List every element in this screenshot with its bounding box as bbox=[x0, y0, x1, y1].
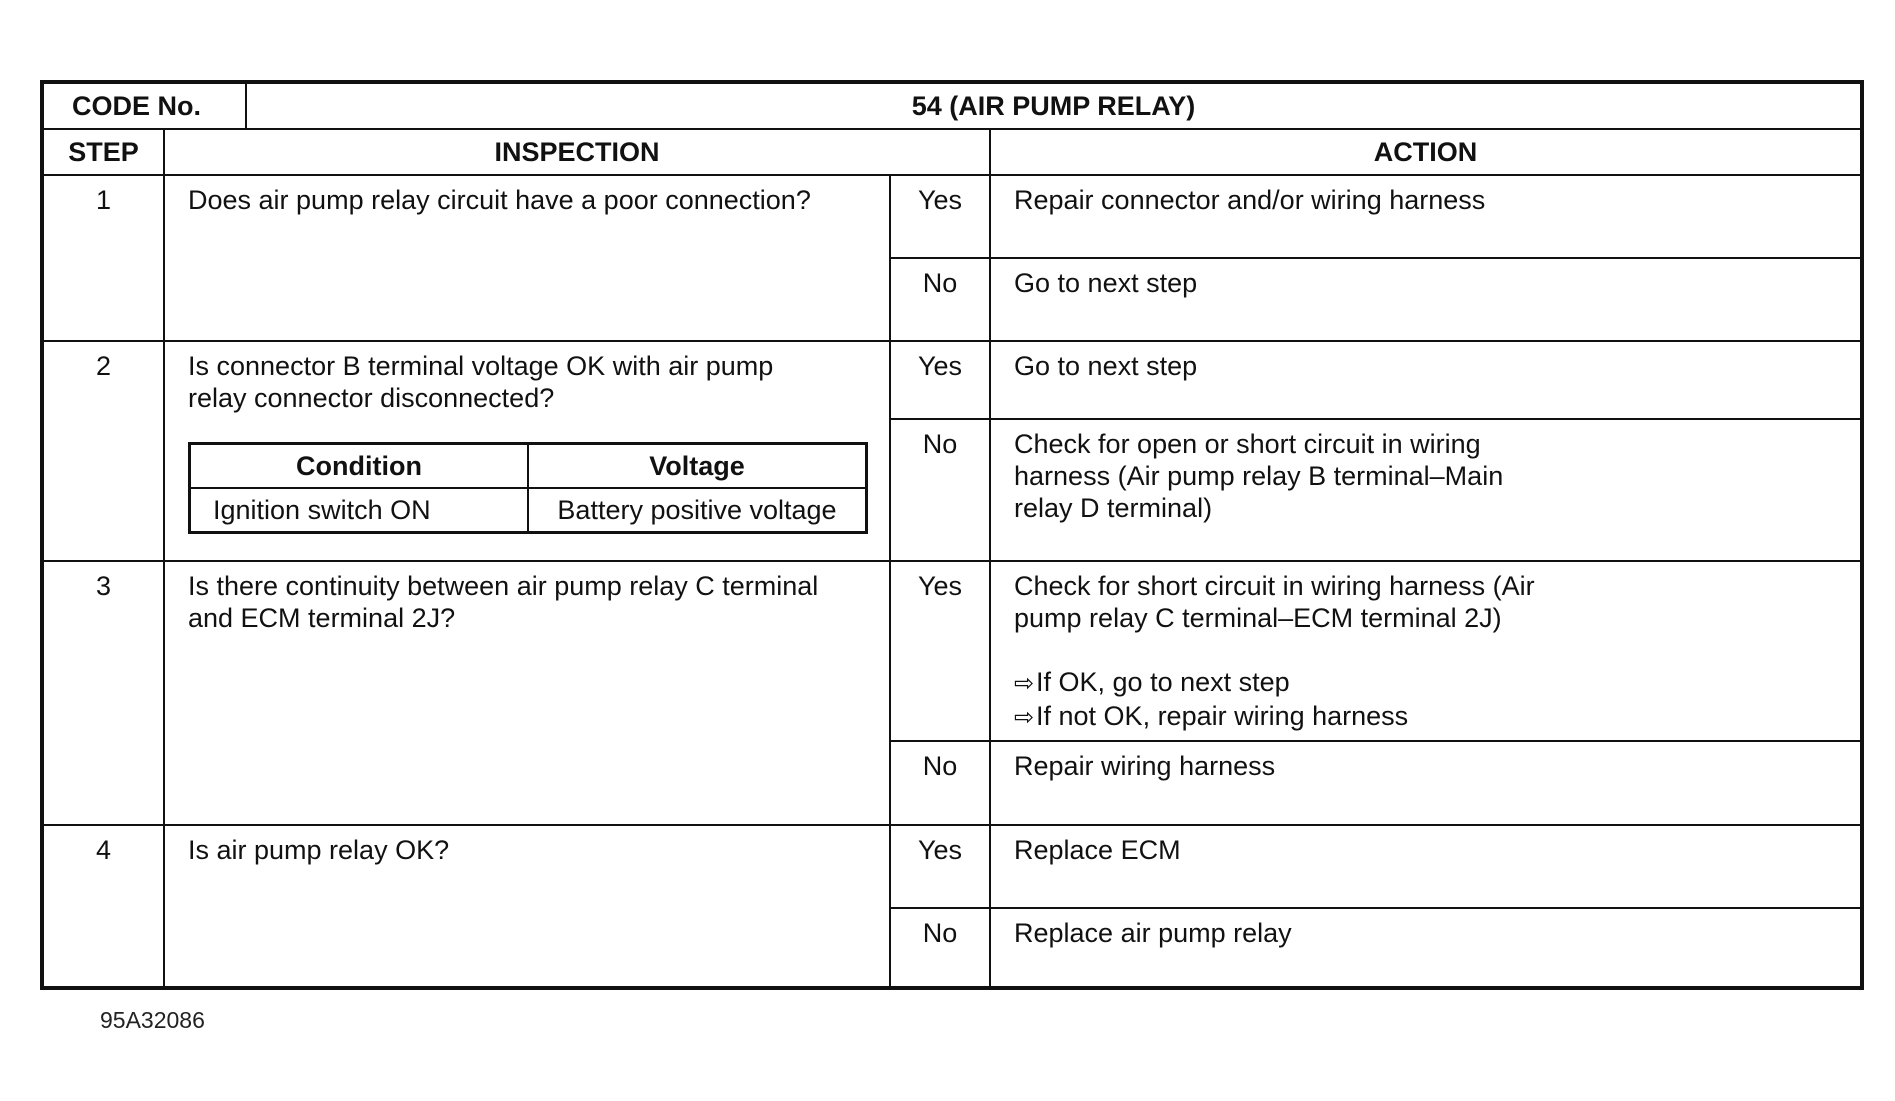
column-header-row bbox=[42, 129, 1862, 175]
action-no bbox=[990, 258, 1862, 341]
action-yes bbox=[990, 825, 1862, 908]
step-number: 4 bbox=[42, 825, 164, 988]
action-line: harness (Air pump relay B terminal–Main bbox=[1014, 461, 1504, 491]
condition-header-row bbox=[190, 444, 867, 489]
condition-header: Condition bbox=[190, 444, 529, 489]
right-arrow-icon: ⇨ bbox=[1014, 670, 1035, 697]
question-line: Is air pump relay OK? bbox=[188, 835, 450, 865]
answer-yes: Yes bbox=[890, 341, 990, 419]
action-line: Repair wiring harness bbox=[1014, 751, 1276, 781]
action-line: Go to next step bbox=[1014, 268, 1198, 298]
step-1-yes-row bbox=[42, 175, 1862, 258]
step-4-yes-row bbox=[42, 825, 1862, 908]
question-line: and ECM terminal 2J? bbox=[188, 603, 456, 633]
action-line: Check for open or short circuit in wiring bbox=[1014, 429, 1481, 459]
action-header: ACTION bbox=[990, 129, 1862, 175]
step-header: STEP bbox=[42, 129, 164, 175]
step-number: 3 bbox=[42, 561, 164, 825]
answer-no: No bbox=[890, 908, 990, 988]
action-line: pump relay C terminal–ECM terminal 2J) bbox=[1014, 603, 1502, 633]
question-line: Is connector B terminal voltage OK with air pump bbox=[188, 351, 774, 381]
code-value: 54 (AIR PUMP RELAY) bbox=[246, 82, 1862, 129]
inspection-header: INSPECTION bbox=[164, 129, 990, 175]
question-line: Is there continuity between air pump relay C terminal bbox=[188, 571, 819, 601]
action-yes bbox=[990, 175, 1862, 258]
action-yes bbox=[990, 561, 1862, 741]
step-2-yes-row bbox=[42, 341, 1862, 419]
action-line: Check for short circuit in wiring harness (Air bbox=[1014, 571, 1535, 601]
action-no bbox=[990, 419, 1862, 561]
action-line: Replace ECM bbox=[1014, 835, 1181, 865]
voltage-header: Voltage bbox=[528, 444, 867, 489]
answer-no: No bbox=[890, 258, 990, 341]
action-no bbox=[990, 908, 1862, 988]
answer-yes: Yes bbox=[890, 825, 990, 908]
action-line: Replace air pump relay bbox=[1014, 918, 1292, 948]
step-number: 2 bbox=[42, 341, 164, 561]
answer-no: No bbox=[890, 741, 990, 825]
action-line: Go to next step bbox=[1014, 351, 1198, 381]
answer-yes: Yes bbox=[890, 175, 990, 258]
question-line: relay connector disconnected? bbox=[188, 383, 555, 413]
arrow-item: ⇨If not OK, repair wiring harness bbox=[1014, 700, 1840, 734]
question-line: Does air pump relay circuit have a poor connection? bbox=[188, 185, 811, 215]
diagnostic-sheet bbox=[40, 80, 1860, 990]
voltage-value: Battery positive voltage bbox=[528, 488, 867, 533]
action-no bbox=[990, 741, 1862, 825]
action-line: Repair connector and/or wiring harness bbox=[1014, 185, 1486, 215]
code-row bbox=[42, 82, 1862, 129]
step-question bbox=[164, 561, 890, 825]
step-3-yes-row bbox=[42, 561, 1862, 741]
step-question bbox=[164, 175, 890, 341]
condition-row bbox=[190, 488, 867, 533]
condition-value: Ignition switch ON bbox=[190, 488, 529, 533]
diagnostic-table bbox=[40, 80, 1864, 990]
code-label: CODE No. bbox=[42, 82, 246, 129]
action-line: relay D terminal) bbox=[1014, 493, 1213, 523]
arrow-item: ⇨If OK, go to next step bbox=[1014, 666, 1840, 700]
step-number: 1 bbox=[42, 175, 164, 341]
answer-yes: Yes bbox=[890, 561, 990, 741]
condition-table bbox=[188, 442, 868, 534]
step-question bbox=[164, 341, 890, 561]
right-arrow-icon: ⇨ bbox=[1014, 704, 1035, 731]
action-yes bbox=[990, 341, 1862, 419]
step-question bbox=[164, 825, 890, 988]
figure-code: 95A32086 bbox=[100, 1007, 205, 1033]
answer-no: No bbox=[890, 419, 990, 561]
